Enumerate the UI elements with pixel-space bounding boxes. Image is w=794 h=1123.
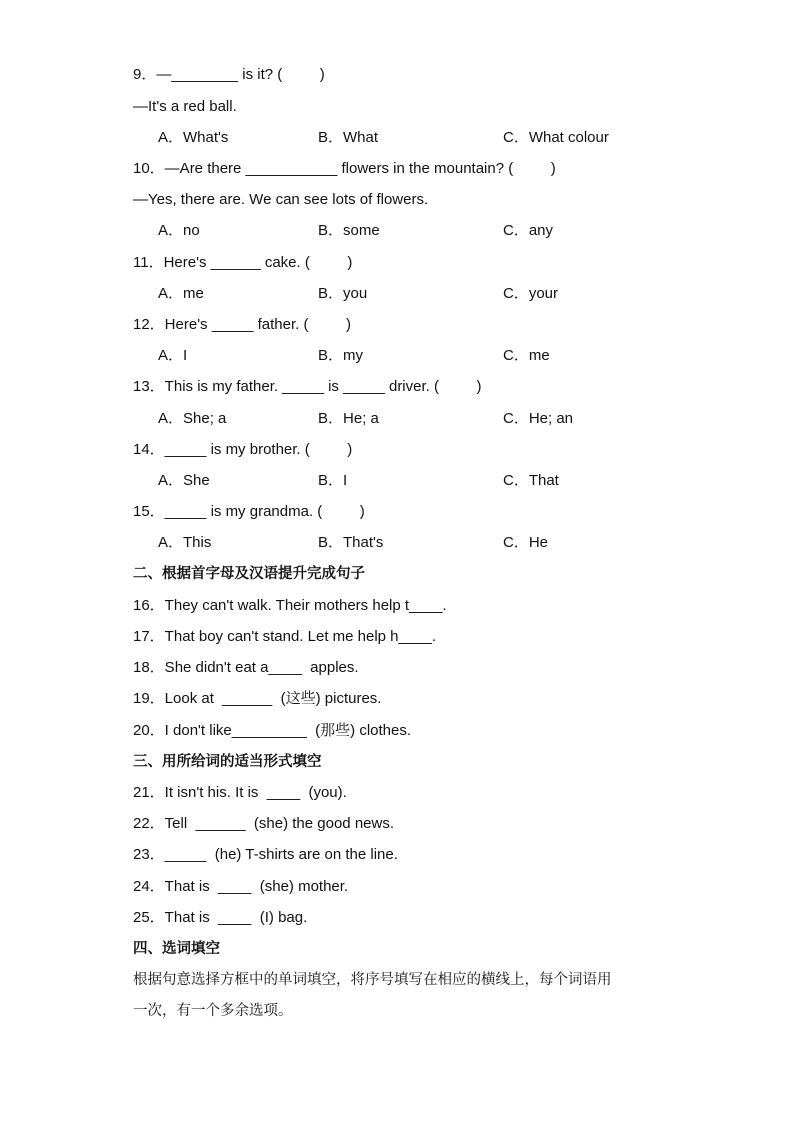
question-12-option-a: A．I — [158, 347, 188, 364]
question-13-stem: 13．This is my father. _____ is _____ driver. ( ) — [133, 378, 482, 395]
question-10-option-b: B．some — [318, 222, 380, 239]
section-2-title: 二、根据首字母及汉语提升完成句子 — [133, 566, 365, 582]
question-11-option-c: C．your — [503, 285, 559, 302]
question-10-stem: 10．—Are there ___________ flowers in the mountain? ( ) — [133, 160, 556, 177]
question-9-option-c: C．What colour — [503, 129, 609, 146]
question-15-option-c: C．He — [503, 534, 549, 551]
section-2-item-17: 17．That boy can't stand. Let me help h____. — [133, 628, 437, 645]
question-12-stem: 12．Here's _____ father. ( ) — [133, 316, 351, 333]
question-9-option-b: B．What — [318, 129, 379, 146]
question-14-option-a: A．She — [158, 472, 210, 489]
question-14-option-c: C．That — [503, 472, 559, 489]
question-10-option-a: A．no — [158, 222, 200, 239]
question-15-stem: 15．_____ is my grandma. ( ) — [133, 503, 365, 520]
section-3-item-22: 22．Tell ______ (she) the good news. — [133, 815, 394, 832]
section-3-item-23: 23．_____ (he) T-shirts are on the line. — [133, 846, 398, 863]
section-4-instruction-line-2: 一次，有一个多余选项。 — [133, 1003, 293, 1019]
question-11-option-a: A．me — [158, 285, 204, 302]
question-13-option-a: A．She; a — [158, 410, 227, 427]
section-3-title: 三、用所给词的适当形式填空 — [133, 754, 322, 770]
question-9-option-a: A．What's — [158, 129, 229, 146]
question-10-dialogue: —Yes, there are. We can see lots of flowers. — [133, 191, 429, 208]
section-2-item-20: 20．I don't like_________ (那些) clothes. — [133, 722, 412, 739]
section-4-instruction-line-1: 根据句意选择方框中的单词填空，将序号填写在相应的横线上，每个词语用 — [133, 972, 612, 988]
section-2-item-19: 19．Look at ______ (这些) pictures. — [133, 690, 382, 707]
section-4-title: 四、选词填空 — [133, 941, 220, 957]
section-3-item-24: 24．That is ____ (she) mother. — [133, 878, 349, 895]
question-10-option-c: C．any — [503, 222, 554, 239]
section-3-item-21: 21．It isn't his. It is ____ (you). — [133, 784, 347, 801]
question-14-option-b: B．I — [318, 472, 348, 489]
question-9-stem: 9．—________ is it? ( ) — [133, 66, 325, 83]
question-14-stem: 14．_____ is my brother. ( ) — [133, 441, 353, 458]
question-15-option-b: B．That's — [318, 534, 384, 551]
question-13-option-b: B．He; a — [318, 410, 379, 427]
section-2-item-16: 16．They can't walk. Their mothers help t____. — [133, 597, 447, 614]
question-15-option-a: A．This — [158, 534, 212, 551]
question-12-option-b: B．my — [318, 347, 364, 364]
section-3-item-25: 25．That is ____ (I) bag. — [133, 909, 308, 926]
section-2-item-18: 18．She didn't eat a____ apples. — [133, 659, 359, 676]
question-12-option-c: C．me — [503, 347, 550, 364]
question-11-stem: 11．Here's ______ cake. ( ) — [133, 254, 353, 271]
question-9-dialogue: —It's a red ball. — [133, 98, 237, 115]
question-11-option-b: B．you — [318, 285, 368, 302]
question-13-option-c: C．He; an — [503, 410, 574, 427]
